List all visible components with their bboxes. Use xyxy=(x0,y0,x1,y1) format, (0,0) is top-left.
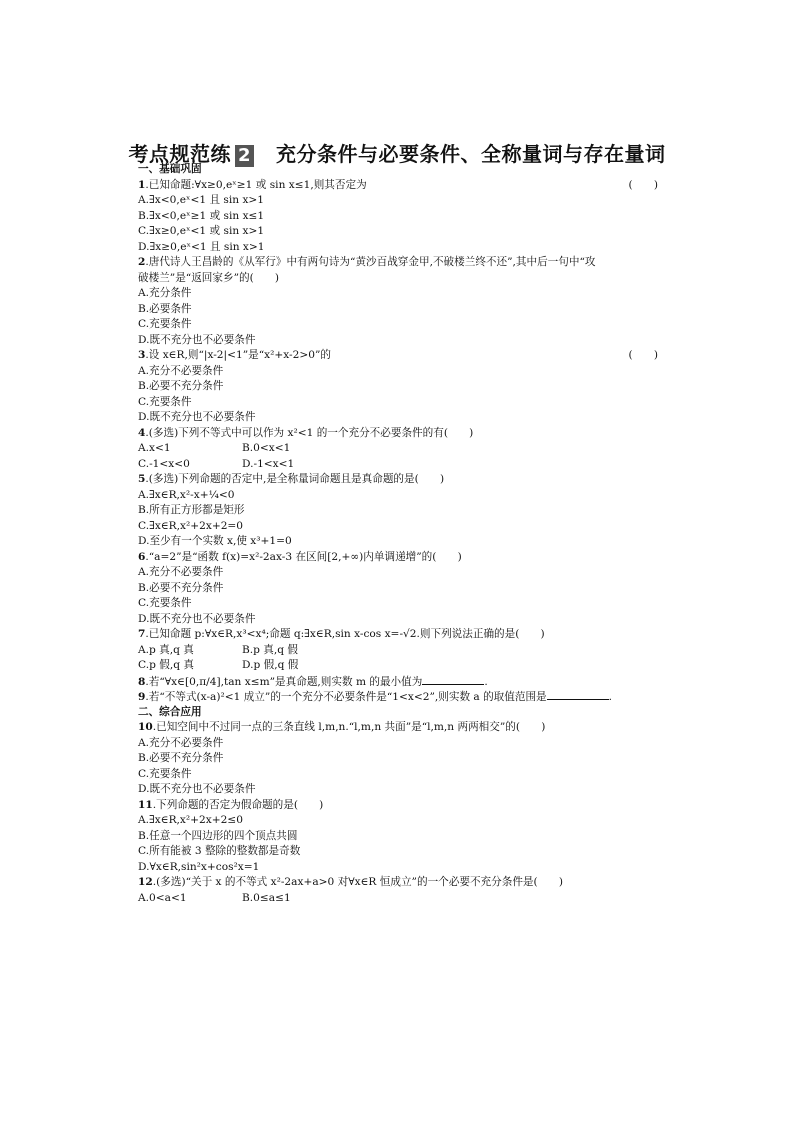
question-number: 7 xyxy=(138,628,146,640)
question-number: 12 xyxy=(138,876,153,888)
option-a: A.充分不必要条件 xyxy=(138,736,224,749)
question-5 xyxy=(138,472,658,488)
option-d: D.∃x≥0,eˣ<1 且 sin x>1 xyxy=(138,240,265,253)
question-number: 3 xyxy=(138,349,146,361)
answer-blank[interactable] xyxy=(422,674,484,685)
question-9 xyxy=(138,689,658,705)
option-d: D.既不充分也不必要条件 xyxy=(138,333,256,346)
option-a: A.充分不必要条件 xyxy=(138,566,224,578)
question-stem-continued: 破楼兰”是“返回家乡”的( ) xyxy=(138,271,280,284)
option-d: D.既不充分也不必要条件 xyxy=(138,612,256,625)
section-heading-comprehensive: 二、综合应用 xyxy=(138,705,202,718)
option-row xyxy=(138,457,658,473)
question-11 xyxy=(138,798,658,814)
option-a: A.p 真,q 真 xyxy=(138,643,194,656)
question-stem: .(多选)下列不等式中可以作为 x²<1 的一个充分不必要条件的有( ) xyxy=(145,426,474,439)
question-stem: .若“不等式(x-a)²<1 成立”的一个充分不必要条件是“1<x<2”,则实数 a 的取值范围是 xyxy=(145,691,547,703)
option-d: D.∀x∈R,sin²x+cos²x=1 xyxy=(138,860,260,873)
option-c: C.充要条件 xyxy=(138,597,192,609)
question-6 xyxy=(138,550,658,566)
option-c: C.充要条件 xyxy=(138,395,192,408)
option-b: B.必要不充分条件 xyxy=(138,581,224,594)
option-b: B.必要条件 xyxy=(138,302,192,315)
option-a: A.∃x<0,eˣ<1 且 sin x>1 xyxy=(138,194,265,206)
question-stem: .下列命题的否定为假命题的是( ) xyxy=(152,798,324,811)
title-subject: 充分条件与必要条件、全称量词与存在量词 xyxy=(276,142,666,166)
question-10 xyxy=(138,720,658,736)
option-d: D.既不充分也不必要条件 xyxy=(138,783,256,795)
question-1 xyxy=(138,178,658,194)
question-stem: .唐代诗人王昌龄的《从军行》中有两句诗为“黄沙百战穿金甲,不破楼兰终不还”,其中后一句中“攻 xyxy=(145,256,596,268)
option-b: B.0≤a≤1 xyxy=(242,891,291,904)
question-3 xyxy=(138,348,658,364)
option-d: D.既不充分也不必要条件 xyxy=(138,411,256,423)
option-a: A.充分不必要条件 xyxy=(138,364,224,377)
option-a: A.x<1 xyxy=(138,442,171,454)
option-c: C.充要条件 xyxy=(138,767,192,780)
exercise-content xyxy=(138,162,658,906)
question-number: 10 xyxy=(138,721,153,733)
option-b: B.必要不充分条件 xyxy=(138,380,224,392)
question-stem: .若“∀x∈[0,π/4],tan x≤m”是真命题,则实数 m 的最小值为 xyxy=(145,675,423,688)
answer-parenthesis: ( ) xyxy=(628,349,658,361)
option-c: C.p 假,q 真 xyxy=(138,659,194,671)
section-heading-basic: 一、基础巩固 xyxy=(138,163,202,175)
question-stem: .(多选)下列命题的否定中,是全称量词命题且是真命题的是( ) xyxy=(145,473,445,485)
option-c: C.∃x∈R,x²+2x+2=0 xyxy=(138,519,244,532)
option-c: C.充要条件 xyxy=(138,318,192,330)
question-7 xyxy=(138,627,658,643)
question-4 xyxy=(138,426,658,442)
option-c: C.所有能被 3 整除的整数都是奇数 xyxy=(138,845,301,857)
option-d: D.至少有一个实数 x,使 x³+1=0 xyxy=(138,535,292,547)
question-stem: .已知空间中不过同一点的三条直线 l,m,n.“l,m,n 共面”是“l,m,n 两两相交”的( ) xyxy=(152,721,546,733)
option-b: B.必要不充分条件 xyxy=(138,752,224,764)
answer-parenthesis: ( ) xyxy=(628,178,658,191)
question-number: 8 xyxy=(138,675,146,688)
question-stem: .设 x∈R,则“|x-2|<1”是“x²+x-2>0”的 xyxy=(145,349,331,361)
question-end: . xyxy=(608,691,613,703)
question-stem: .已知命题 p:∀x∈R,x³<x⁴;命题 q:∃x∈R,sin x-cos x=-√2.则下列说法正确的是( ) xyxy=(145,628,545,640)
option-c: C.∃x≥0,eˣ<1 或 sin x>1 xyxy=(138,225,265,237)
question-12 xyxy=(138,875,658,891)
question-number: 2 xyxy=(138,256,146,268)
question-number: 5 xyxy=(138,473,146,485)
option-b: B.所有正方形都是矩形 xyxy=(138,504,245,516)
option-b: B.任意一个四边形的四个顶点共圆 xyxy=(138,829,298,842)
option-row xyxy=(138,441,658,457)
option-d: D.-1<x<1 xyxy=(242,457,295,470)
answer-blank[interactable] xyxy=(547,689,609,700)
question-number: 11 xyxy=(138,798,153,811)
question-end: . xyxy=(484,675,488,688)
question-number: 1 xyxy=(138,178,146,191)
option-a: A.0<a<1 xyxy=(138,891,187,904)
option-a: A.充分条件 xyxy=(138,287,192,299)
option-b: B.∃x<0,eˣ≥1 或 sin x≤1 xyxy=(138,209,265,222)
question-8 xyxy=(138,674,658,690)
option-row xyxy=(138,658,658,674)
option-b: B.0<x<1 xyxy=(242,442,291,454)
question-stem: .(多选)“关于 x 的不等式 x²-2ax+a>0 对∀x∈R 恒成立”的一个必要不充分条件是( ) xyxy=(152,876,563,888)
question-stem: .已知命题:∀x≥0,eˣ≥1 或 sin x≤1,则其否定为 xyxy=(145,178,367,191)
question-number: 9 xyxy=(138,691,146,703)
title-prefix: 考点规范练 xyxy=(128,142,231,166)
title-number-badge: 2 xyxy=(235,145,254,167)
question-2 xyxy=(138,255,658,271)
option-b: B.p 真,q 假 xyxy=(242,643,299,656)
option-row xyxy=(138,891,658,907)
question-stem: .“a=2”是“函数 f(x)=x²-2ax-3 在区间[2,+∞)内单调递增”的( ) xyxy=(145,550,462,563)
question-number: 6 xyxy=(138,550,146,563)
option-c: C.-1<x<0 xyxy=(138,457,190,470)
option-a: A.∃x∈R,x²+2x+2≤0 xyxy=(138,814,243,826)
option-row xyxy=(138,643,658,659)
question-number: 4 xyxy=(138,426,146,439)
option-a: A.∃x∈R,x²-x+¼<0 xyxy=(138,488,235,501)
option-d: D.p 假,q 假 xyxy=(242,659,299,671)
